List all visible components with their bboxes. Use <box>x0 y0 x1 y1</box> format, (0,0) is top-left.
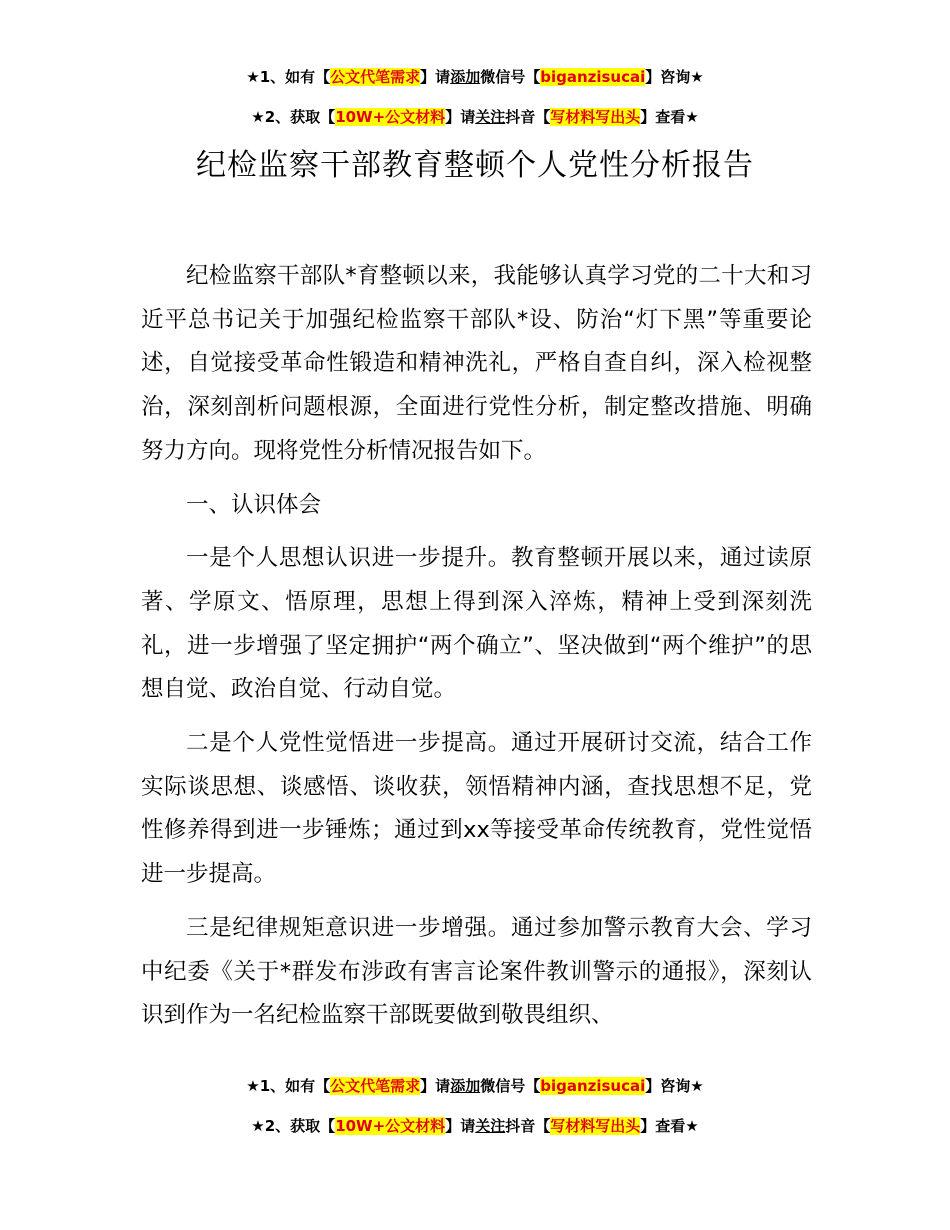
promo-douyin-id: 写材料写出头 <box>550 1117 641 1135</box>
promo-line-2-bottom: ★2、获取【10W+公文材料】请关注抖音【写材料写出头】查看★ <box>251 1117 699 1135</box>
promo-wechat-id: biganzisucai <box>540 1077 646 1095</box>
document-title: 纪检监察干部教育整顿个人党性分析报告 <box>196 148 754 183</box>
document-body <box>141 255 812 1048</box>
promo-highlight: 10W+公文材料 <box>335 108 446 126</box>
paragraph: 一是个人思想认识进一步提升。教育整顿开展以来，通过读原著、学原文、悟原理，思想上得到深入淬炼，精神上受到深刻洗礼，进一步增强了坚定拥护“两个确立”、坚决做到“两个维护”的思想自觉、政治自觉、行动自觉。 <box>141 545 812 703</box>
promo-wechat-id: biganzisucai <box>540 68 646 86</box>
promo-line-2-top: ★2、获取【10W+公文材料】请关注抖音【写材料写出头】查看★ <box>251 108 699 126</box>
promo-douyin-id: 写材料写出头 <box>550 108 641 126</box>
promo-highlight: 公文代笔需求 <box>330 1077 421 1095</box>
paragraph: 二是个人党性觉悟进一步提高。通过开展研讨交流，结合工作实际谈思想、谈感悟、谈收获，领悟精神内涵，查找思想不足，党性修养得到进一步锤炼；通过到xx等接受革命传统教育，党性觉悟进一步提高。 <box>141 730 812 888</box>
promo-line-1-top: ★1、如有【公文代笔需求】请添加微信号【biganzisucai】咨询★ <box>246 68 704 86</box>
promo-line-1-bottom: ★1、如有【公文代笔需求】请添加微信号【biganzisucai】咨询★ <box>0 1076 950 1096</box>
paragraph-intro: 纪检监察干部队*育整顿以来，我能够认真学习党的二十大和习近平总书记关于加强纪检监察干部队*设、防治“灯下黑”等重要论述，自觉接受革命性锻造和精神洗礼，严格自查自纠，深入检视整治，深刻剖析问题根源，全面进行党性分析，制定整改措施、明确努力方向。现将党性分析情况报告如下。 <box>141 263 812 464</box>
paragraph: 三是纪律规矩意识进一步增强。通过参加警示教育大会、学习中纪委《关于*群发布涉政有害言论案件教训警示的通报》，深刻认识到作为一名纪检监察干部既要做到敬畏组织、 <box>141 914 812 1029</box>
section-heading: 一、认识体会 <box>186 491 322 518</box>
promo-highlight: 公文代笔需求 <box>330 68 421 86</box>
promo-highlight: 10W+公文材料 <box>335 1117 446 1135</box>
